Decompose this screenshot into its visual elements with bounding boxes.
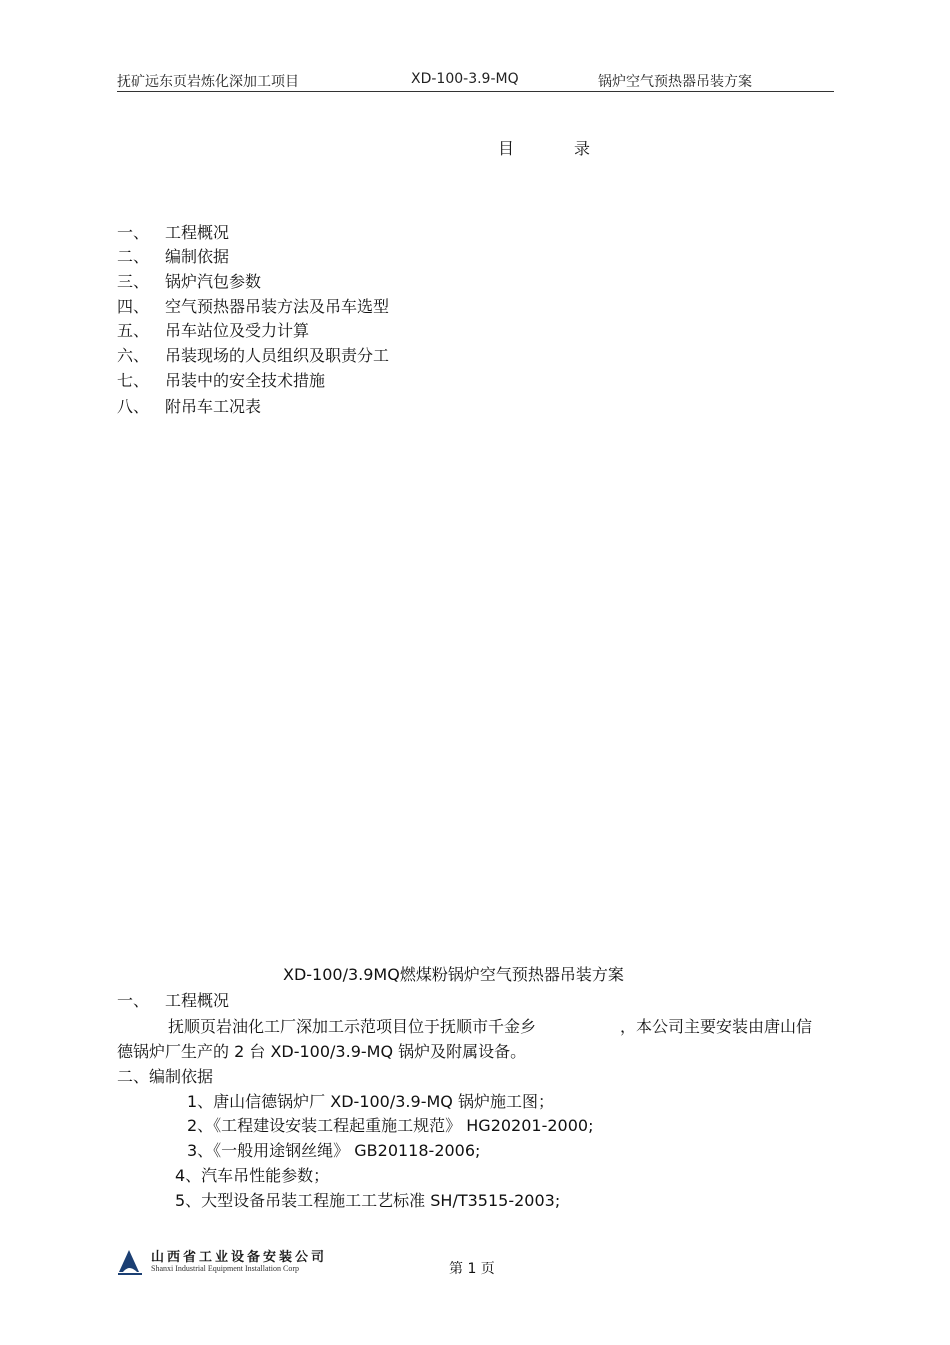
header-doc-code: XD-100-3.9-MQ: [411, 71, 519, 87]
page-number: 第 1 页: [449, 1261, 495, 1277]
header-doc-title: 锅炉空气预热器吊装方案: [598, 74, 752, 90]
toc-title-right: 录: [574, 139, 591, 158]
toc-item-number: 四、: [117, 297, 150, 316]
section-1-paragraph-line1-tail: ，本公司主要安装由唐山信: [620, 1017, 813, 1036]
toc-item-number: 二、: [117, 247, 150, 266]
toc-item-number: 三、: [117, 272, 150, 291]
section-1-heading: 工程概况: [165, 991, 230, 1010]
section-2-heading: 二、编制依据: [117, 1067, 214, 1086]
list-item: 5、大型设备吊装工程施工工艺标准 SH/T3515-2003;: [175, 1191, 561, 1210]
toc-item-text: 附吊车工况表: [165, 397, 262, 416]
list-item: 1、唐山信德锅炉厂 XD-100/3.9-MQ 锅炉施工图；: [187, 1092, 554, 1111]
company-name-en: Shanxi Industrial Equipment Installation Corp: [151, 1264, 299, 1273]
toc-item-text: 吊装现场的人员组织及职责分工: [165, 346, 390, 365]
header-project-name: 抚矿远东页岩炼化深加工项目: [117, 74, 299, 90]
toc-item-number: 五、: [117, 321, 150, 340]
toc-item-number: 六、: [117, 346, 150, 365]
document-title: XD-100/3.9MQ燃煤粉锅炉空气预热器吊装方案: [283, 965, 624, 984]
header-rule: [117, 91, 834, 92]
company-logo: [117, 1244, 347, 1278]
toc-item-number: 七、: [117, 371, 150, 390]
toc-item-number: 一、: [117, 223, 150, 242]
toc-item-text: 编制依据: [165, 247, 230, 266]
toc-title-left: 目: [498, 139, 515, 158]
toc-item-text: 空气预热器吊装方法及吊车选型: [165, 297, 390, 316]
company-name-cn: 山西省工业设备安装公司: [151, 1250, 328, 1265]
toc-item-text: 锅炉汽包参数: [165, 272, 262, 291]
list-item: 3、《一般用途钢丝绳》 GB20118-2006;: [187, 1141, 481, 1160]
section-1-paragraph-line2: 德锅炉厂生产的 2 台 XD-100/3.9-MQ 锅炉及附属设备。: [117, 1042, 527, 1061]
toc-item-text: 吊车站位及受力计算: [165, 321, 310, 340]
toc-item-text: 吊装中的安全技术措施: [165, 371, 326, 390]
section-1-number: 一、: [117, 991, 150, 1010]
toc-item-number: 八、: [117, 397, 150, 416]
toc-item-text: 工程概况: [165, 223, 230, 242]
list-item: 2、《工程建设安装工程起重施工规范》 HG20201-2000;: [187, 1116, 594, 1135]
section-1-paragraph-line1: 抚顺页岩油化工厂深加工示范项目位于抚顺市千金乡: [168, 1017, 537, 1036]
list-item: 4、汽车吊性能参数；: [175, 1166, 330, 1185]
